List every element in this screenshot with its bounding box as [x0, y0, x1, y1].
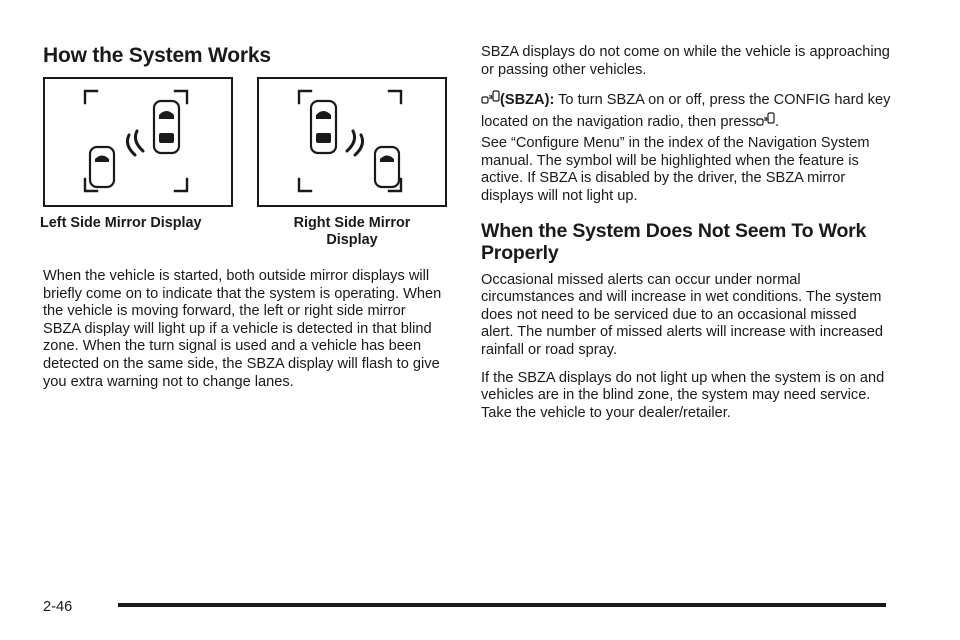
section-heading-how-system-works: How the System Works — [43, 44, 271, 67]
sbza-symbol-icon-inline — [756, 112, 775, 127]
section-heading-not-working: When the System Does Not Seem To Work Properly — [481, 219, 867, 264]
sbza-label: (SBZA): — [500, 92, 555, 109]
left-mirror-display-icon — [45, 79, 231, 205]
sbza-instruction-period: . — [775, 114, 780, 131]
right-column — [481, 44, 891, 422]
sbza-symbol-icon — [481, 90, 500, 105]
sbza-configure-paragraph: See “Configure Menu” in the index of the Navigation System manual. The symbol will be highlighted when the feature is active. If SBZA is disabled by the driver, the SBZA mirror displays will not light up. — [481, 135, 870, 204]
right-mirror-figure — [257, 77, 447, 249]
left-mirror-caption: Left Side Mirror Display — [40, 215, 202, 231]
sbza-toggle-paragraph — [481, 89, 891, 133]
service-paragraph: If the SBZA displays do not light up when the system is on and vehicles are in the blind zone, the system may need service. Take the vehicle to your dealer/retailer. — [481, 369, 885, 421]
page-number: 2-46 — [43, 599, 73, 615]
footer-rule — [118, 603, 886, 607]
right-mirror-caption: Right Side Mirror Display — [293, 215, 411, 248]
left-body — [43, 268, 445, 391]
sbza-intro-paragraph: SBZA displays do not come on while the vehicle is approaching or passing other vehicles. — [481, 44, 890, 78]
sbza-instruction-text: To turn SBZA on or off, press the CONFIG hard key located on the navigation radio, then press — [481, 92, 891, 131]
mirror-display-figures — [40, 77, 448, 248]
left-mirror-frame — [43, 77, 233, 207]
left-mirror-figure — [40, 77, 233, 232]
right-mirror-display-icon — [259, 79, 445, 205]
missed-alerts-paragraph: Occasional missed alerts can occur under normal circumstances and will increase in wet conditions. The system does not need to be serviced due to an occasional missed alert. The number of missed alerts will increase with increased rainfall or road spray. — [481, 271, 884, 358]
system-operation-paragraph: When the vehicle is started, both outside mirror displays will briefly come on to indicate that the system is operating. When the vehicle is moving forward, the left or right side mirror SBZA display will light up if a vehicle is detected in that blind zone. When the turn signal is used and a vehicle has been detected on the same side, the SBZA display will flash to give you extra warning not to change lanes. — [43, 268, 442, 390]
left-column — [43, 44, 443, 68]
right-mirror-frame — [257, 77, 447, 207]
